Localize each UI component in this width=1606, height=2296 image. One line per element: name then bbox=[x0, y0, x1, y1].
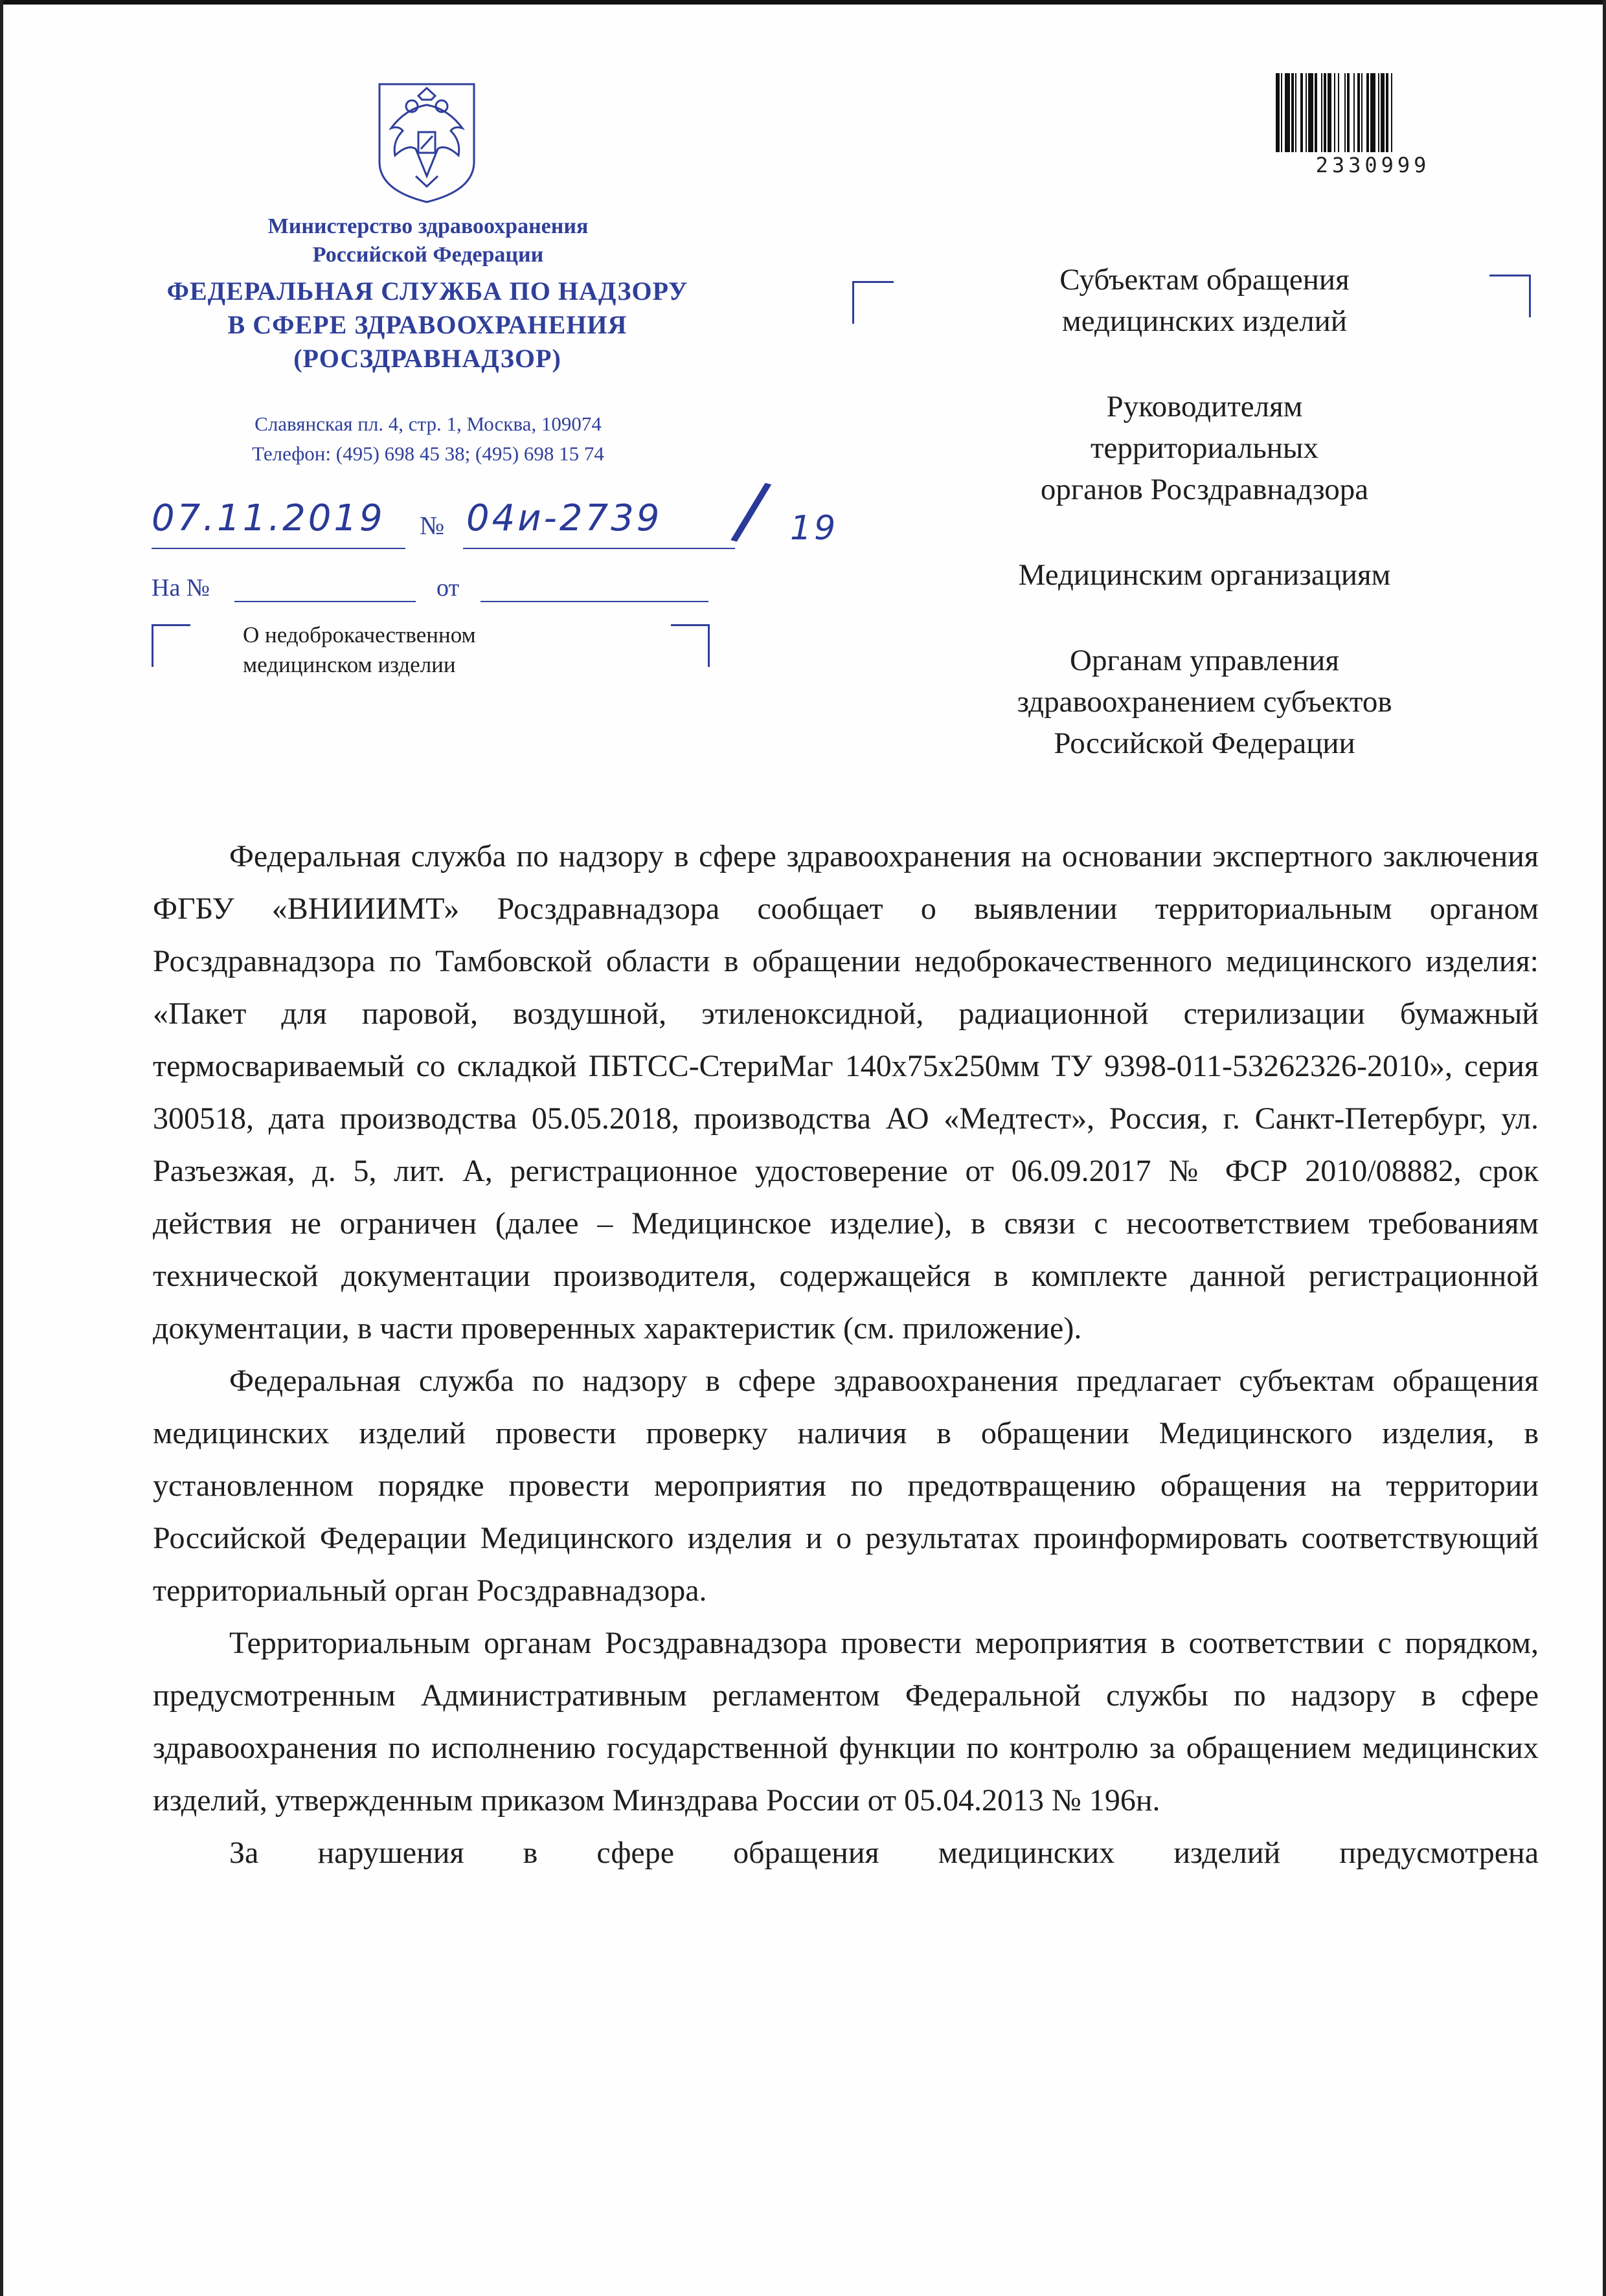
phone-line: Телефон: (495) 698 45 38; (495) 698 15 74 bbox=[252, 442, 604, 465]
subject-corner-left-h bbox=[152, 624, 190, 626]
recipient-2-line-1: Руководителям bbox=[1106, 390, 1303, 423]
handwritten-date: 07.11.2019 bbox=[152, 497, 385, 539]
reply-to-blank bbox=[234, 601, 416, 602]
sender-address bbox=[153, 409, 703, 469]
barcode-bar bbox=[1353, 73, 1355, 152]
barcode-bar bbox=[1295, 73, 1296, 152]
subject-corner-right-h bbox=[671, 624, 710, 626]
letter-body bbox=[153, 830, 1539, 1879]
body-paragraph-3: Территориальным органам Росздравнадзора провести мероприятия в соответствии с порядком, предусмотренным Административным регламентом Федеральной службы по надзору в сфере здравоохранения по исполнению государственной функции по контролю за обращением медицинских изделий, утвержденным приказом Минздрава России от 05.04.2013 № 196н. bbox=[153, 1626, 1539, 1818]
barcode-icon bbox=[1273, 73, 1473, 152]
ministry-line-2: Российской Федерации bbox=[312, 243, 544, 267]
barcode-bar bbox=[1321, 73, 1322, 152]
body-paragraph-4: За нарушения в сфере обращения медицинских изделий предусмотрена bbox=[229, 1836, 1539, 1870]
subject-line-2: медицинском изделии bbox=[243, 652, 456, 677]
from-label: от bbox=[436, 574, 460, 602]
handwritten-number: 04и-2739 bbox=[466, 497, 662, 539]
recipient-3 bbox=[920, 554, 1489, 596]
service-name bbox=[130, 275, 725, 376]
barcode-bar bbox=[1285, 73, 1290, 152]
barcode-bar bbox=[1281, 73, 1282, 152]
barcode-bar bbox=[1315, 73, 1317, 152]
subject-line-1: О недоброкачественном bbox=[243, 622, 476, 647]
service-line-3: (РОСЗДРАВНАДЗОР) bbox=[293, 344, 561, 373]
barcode bbox=[1273, 73, 1473, 152]
coat-of-arms-emblem bbox=[373, 79, 481, 206]
recipient-4-line-1: Органам управления bbox=[1070, 644, 1339, 677]
ministry-name bbox=[153, 212, 703, 269]
subject-block bbox=[243, 620, 631, 680]
recipient-corner-left-v bbox=[852, 281, 854, 324]
barcode-bar bbox=[1334, 73, 1335, 152]
body-paragraph-2: Федеральная служба по надзору в сфере здравоохранения предлагает субъектам обращения медицинских изделий провести проверку наличия в обращении Медицинского изделия, в установленном порядке провести мероприятия по предотвращению обращения на территории Российской Федерации Медицинского изделия и о результатах проинформировать соответствующий территориальный орган Росздравнадзора. bbox=[153, 1364, 1539, 1608]
address-line: Славянская пл. 4, стр. 1, Москва, 109074 bbox=[254, 412, 602, 435]
handwritten-year: 19 bbox=[790, 509, 839, 548]
barcode-bar bbox=[1300, 73, 1303, 152]
service-line-2: В СФЕРЕ ЗДРАВООХРАНЕНИЯ bbox=[227, 310, 628, 339]
barcode-bar bbox=[1344, 73, 1346, 152]
barcode-bar bbox=[1291, 73, 1294, 152]
scan-edge-top bbox=[0, 0, 1606, 5]
double-headed-eagle-icon bbox=[373, 79, 481, 206]
barcode-bar bbox=[1386, 73, 1388, 152]
recipient-4-line-3: Российской Федерации bbox=[1054, 726, 1355, 760]
scan-edge-right bbox=[1603, 0, 1606, 2296]
recipient-corner-right-v bbox=[1529, 275, 1531, 317]
barcode-bar bbox=[1361, 73, 1363, 152]
recipient-4 bbox=[920, 640, 1489, 764]
barcode-bar bbox=[1357, 73, 1360, 152]
subject-corner-left-v bbox=[152, 624, 153, 667]
barcode-number: 2330999 bbox=[1315, 153, 1431, 177]
barcode-bar bbox=[1276, 73, 1280, 152]
recipient-1-line-1: Субъектам обращения bbox=[1059, 263, 1350, 297]
recipient-2-line-3: органов Росздравнадзора bbox=[1040, 473, 1369, 506]
from-blank bbox=[481, 601, 708, 602]
barcode-bar bbox=[1308, 73, 1313, 152]
ministry-line-1: Министерство здравоохранения bbox=[267, 214, 589, 238]
recipient-1-line-2: медицинских изделий bbox=[1061, 304, 1347, 338]
number-underline bbox=[463, 548, 735, 549]
subject-corner-right-v bbox=[708, 624, 710, 667]
barcode-bar bbox=[1347, 73, 1350, 152]
number-sign: № bbox=[420, 511, 445, 540]
scan-edge-left bbox=[0, 0, 3, 2296]
recipient-corner-right-h bbox=[1489, 275, 1531, 276]
recipient-2 bbox=[920, 386, 1489, 510]
barcode-bar bbox=[1366, 73, 1369, 152]
barcode-bar bbox=[1378, 73, 1379, 152]
recipient-4-line-2: здравоохранением субъектов bbox=[1017, 685, 1392, 719]
barcode-bar bbox=[1338, 73, 1339, 152]
barcode-bar bbox=[1391, 73, 1392, 152]
recipient-corner-left-h bbox=[852, 281, 894, 283]
service-line-1: ФЕДЕРАЛЬНАЯ СЛУЖБА ПО НАДЗОРУ bbox=[166, 276, 688, 306]
date-underline bbox=[152, 548, 405, 549]
reply-to-label: На № bbox=[152, 574, 210, 602]
barcode-bar bbox=[1370, 73, 1375, 152]
barcode-bar bbox=[1328, 73, 1331, 152]
handwritten-slash: / bbox=[727, 464, 778, 559]
barcode-bar bbox=[1381, 73, 1385, 152]
recipient-2-line-2: территориальных bbox=[1090, 431, 1319, 465]
recipient-3-line-1: Медицинским организациям bbox=[1018, 558, 1391, 592]
body-paragraph-1: Федеральная служба по надзору в сфере здравоохранения на основании экспертного заключения ФГБУ «ВНИИИМТ» Росздравнадзора сообщает о выявлении территориальным органом Росздравнадзора по Тамбовской области в обращении недоброкачественного медицинского изделия: «Пакет для паровой, воздушной, этиленоксидной, радиационной стерилизации бумажный термосвариваемый со складкой ПБТСС-СтериМаг 140х75х250мм ТУ 9398-011-53262326-2010», серия 300518, дата производства 05.05.2018, производства АО «Медтест», Россия, г. Санкт-Петербург, ул. Разъезжая, д. 5, лит. А, регистрационное удостоверение от 06.09.2017 № ФСР 2010/08882, срок действия не ограничен (далее – Медицинское изделие), в связи с несоответствием требованиям технической документации производителя, содержащейся в комплекте данной регистрационной документации, в части проверенных характеристик (см. приложение). bbox=[153, 839, 1539, 1345]
barcode-bar bbox=[1306, 73, 1307, 152]
barcode-bar bbox=[1324, 73, 1326, 152]
recipient-1 bbox=[920, 259, 1489, 342]
